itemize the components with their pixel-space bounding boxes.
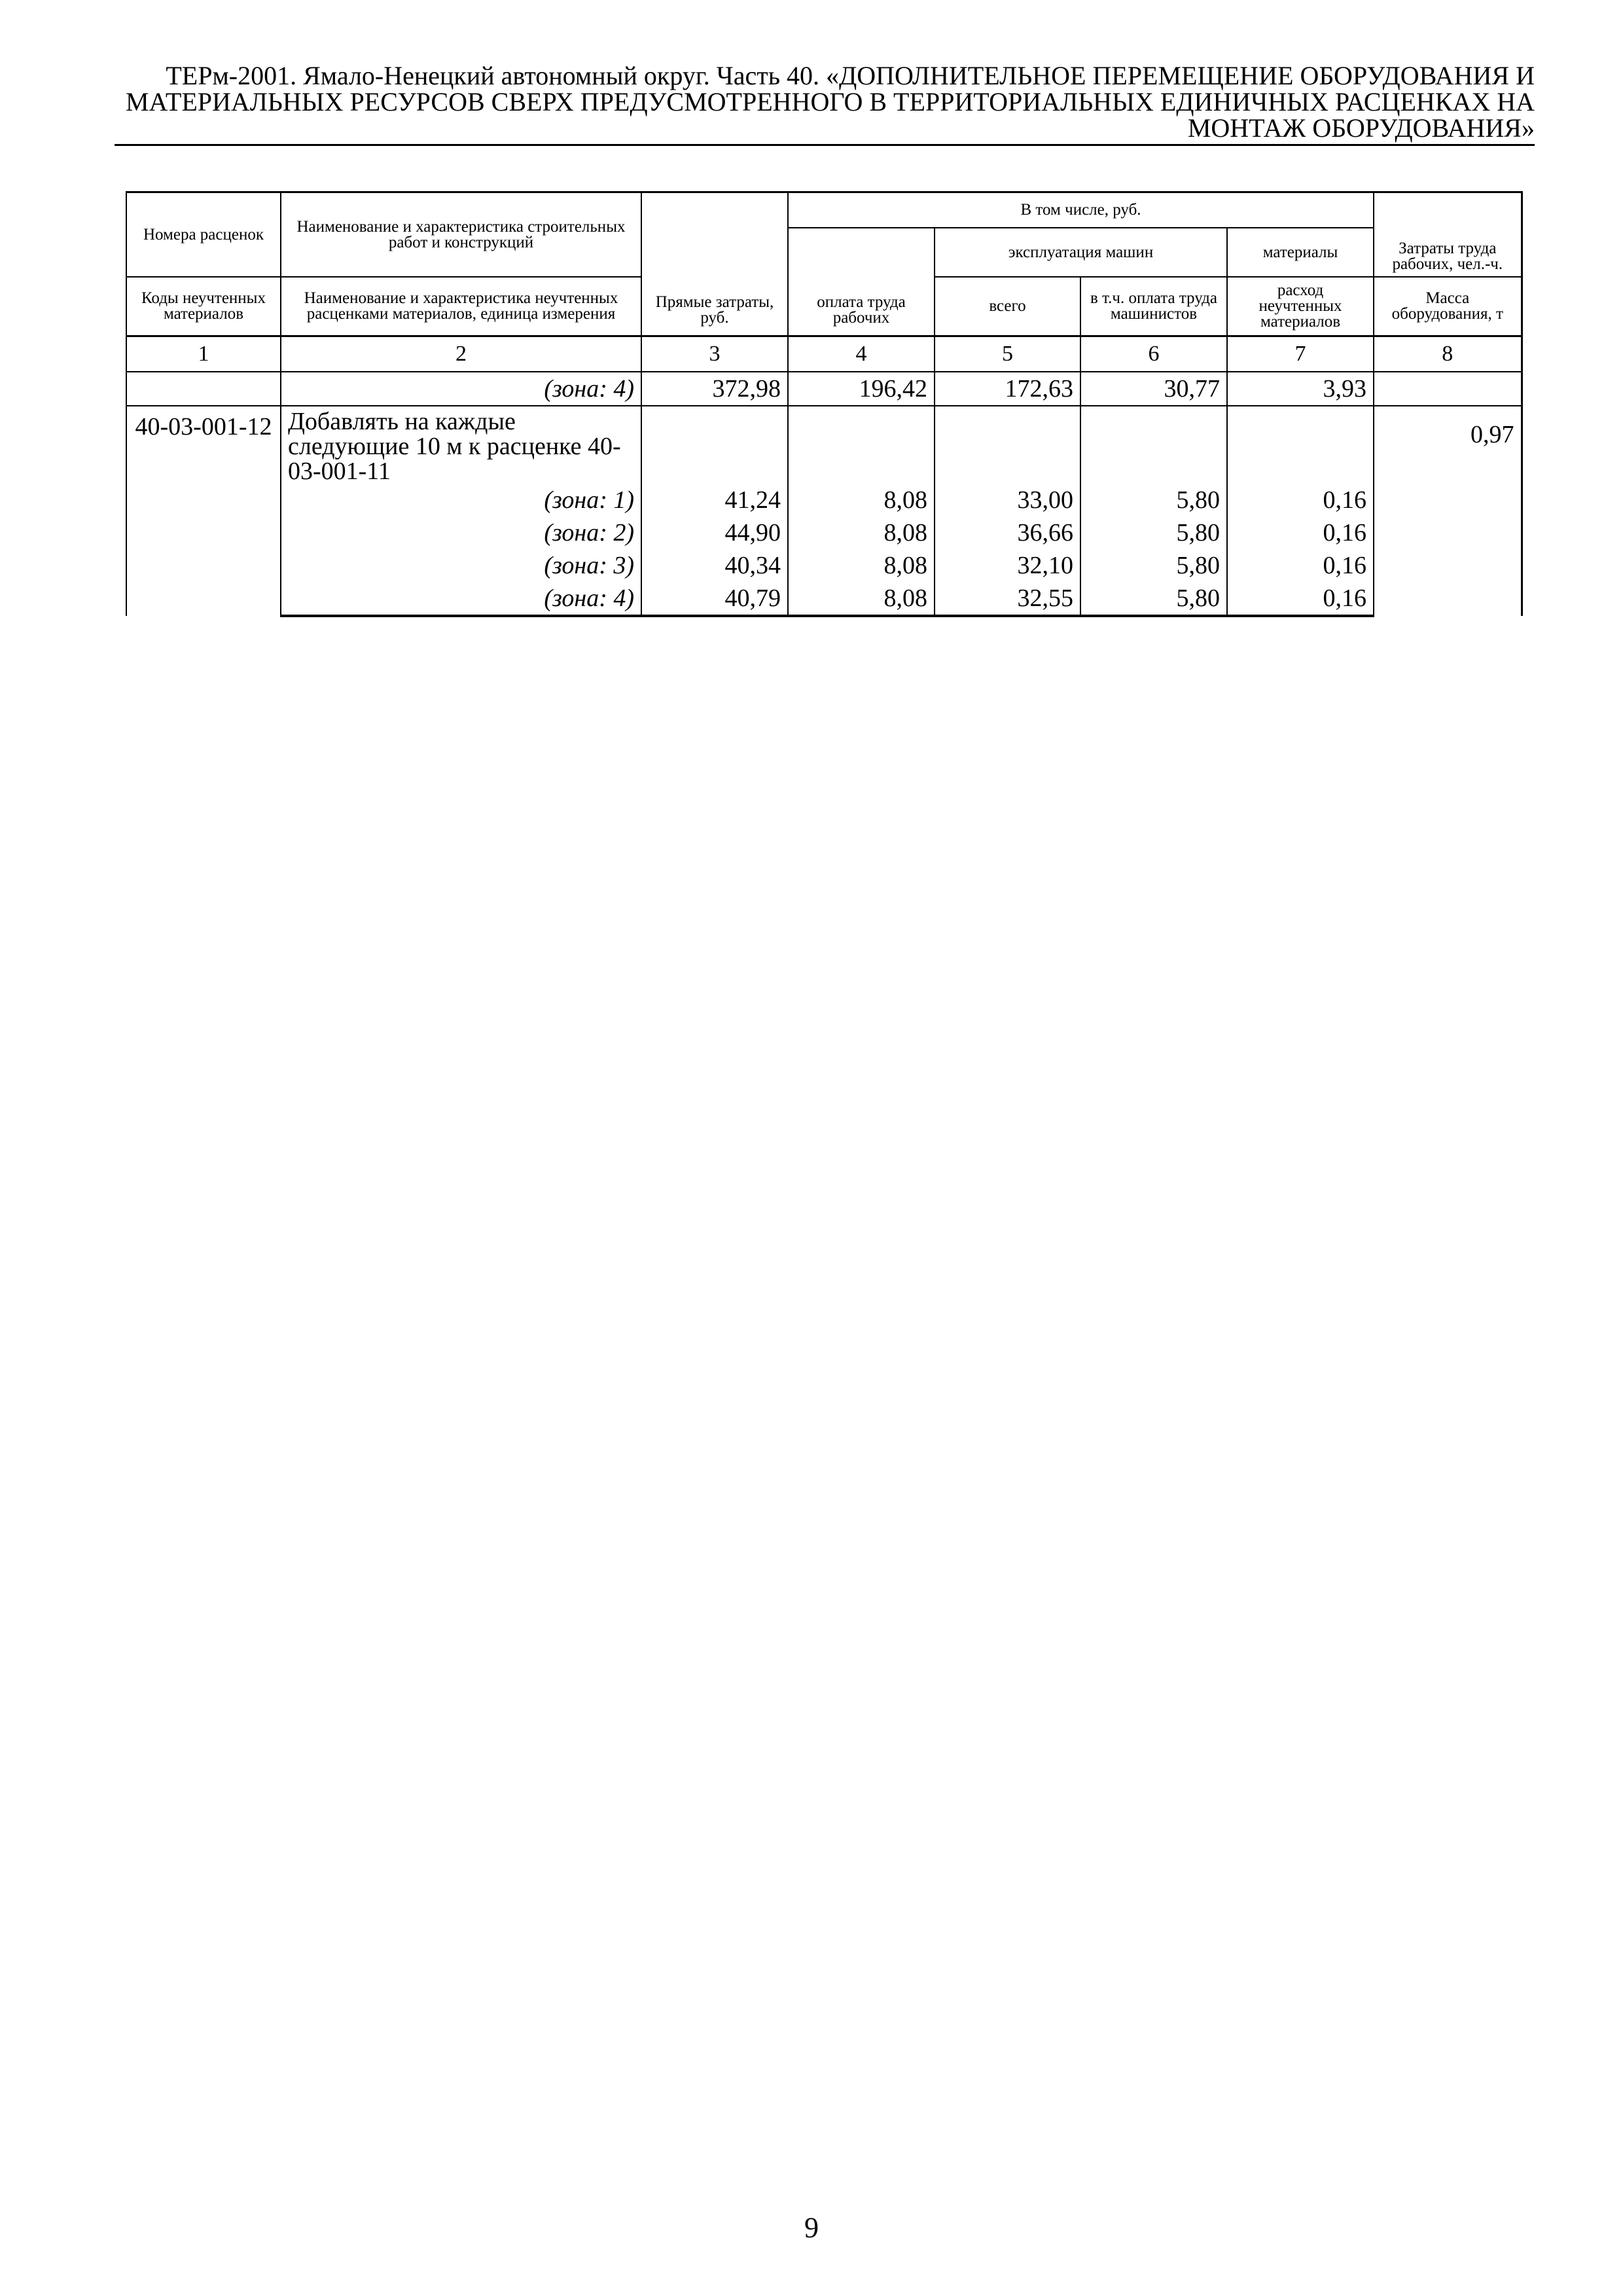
rate-code: 40-03-001-12: [126, 406, 281, 616]
labor-pay: 8,08: [788, 516, 935, 549]
table-row: [126, 406, 1522, 484]
header-rule: [115, 144, 1535, 146]
zone-label: (зона: 4): [281, 582, 641, 616]
empty-cell: [1227, 406, 1374, 484]
page-header: [115, 63, 1535, 141]
labor-pay: 8,08: [788, 582, 935, 616]
empty-cell: [641, 406, 788, 484]
header-ekspl: эксплуатация машин: [935, 228, 1227, 277]
header-line-3: МОНТАЖ ОБОРУДОВАНИЯ»: [1187, 113, 1535, 143]
page-number: 9: [804, 2212, 819, 2244]
header-line-2: МАТЕРИАЛЬНЫХ РЕСУРСОВ СВЕРХ ПРЕДУСМОТРЕННОГО В ТЕРРИТОРИАЛЬНЫХ ЕДИНИЧНЫХ РАСЦЕНКАХ НА: [125, 87, 1535, 117]
header-materialy: материалы: [1227, 228, 1374, 277]
machine-total: 33,00: [935, 484, 1080, 516]
direct-cost: 40,34: [641, 549, 788, 582]
col-number: 7: [1227, 336, 1374, 372]
header-naim-mat: Наименование и характеристика неучтенных расценками материалов, единица измерения: [281, 277, 641, 336]
col-number: 1: [126, 336, 281, 372]
machinist-pay: 30,77: [1080, 372, 1227, 406]
header-kody: Коды неучтенных материалов: [126, 277, 281, 336]
labor-hours: 0,97: [1374, 406, 1522, 616]
header-oplata: оплата труда рабочих: [788, 228, 935, 336]
col-number: 3: [641, 336, 788, 372]
zone-label: (зона: 2): [281, 516, 641, 549]
table-row: [126, 372, 1522, 406]
header-zatraty: Затраты труда рабочих, чел.-ч.: [1374, 192, 1522, 278]
direct-cost: 44,90: [641, 516, 788, 549]
materials-cost: 0,16: [1227, 582, 1374, 616]
empty-cell: [1080, 406, 1227, 484]
empty-cell: [935, 406, 1080, 484]
header-nomera: Номера расценок: [126, 192, 281, 278]
rate-description: Добавлять на каждые следующие 10 м к расценке 40-03-001-11: [281, 406, 641, 484]
zone-label: (зона: 3): [281, 549, 641, 582]
materials-cost: 3,93: [1227, 372, 1374, 406]
machine-total: 36,66: [935, 516, 1080, 549]
header-v-tom-chisle: В том числе, руб.: [788, 192, 1374, 228]
header-naim-rabot: Наименование и характеристика строительных работ и конструкций: [281, 192, 641, 278]
table-row: [126, 549, 1522, 582]
col-number: 5: [935, 336, 1080, 372]
materials-cost: 0,16: [1227, 549, 1374, 582]
labor-pay: 8,08: [788, 549, 935, 582]
header-rashod: расход неучтенных материалов: [1227, 277, 1374, 336]
direct-cost: 372,98: [641, 372, 788, 406]
table-row: [126, 582, 1522, 616]
header-vsego: всего: [935, 277, 1080, 336]
machinist-pay: 5,80: [1080, 549, 1227, 582]
column-numbers-row: [126, 336, 1522, 372]
machinist-pay: 5,80: [1080, 484, 1227, 516]
rates-table: [126, 191, 1523, 617]
machinist-pay: 5,80: [1080, 516, 1227, 549]
labor-pay: 196,42: [788, 372, 935, 406]
machinist-pay: 5,80: [1080, 582, 1227, 616]
materials-cost: 0,16: [1227, 484, 1374, 516]
labor-pay: 8,08: [788, 484, 935, 516]
header-massa: Масса оборудования, т: [1374, 277, 1522, 336]
header-line-1: ТЕРм-2001. Ямало-Ненецкий автономный округ. Часть 40. «ДОПОЛНИТЕЛЬНОЕ ПЕРЕМЕЩЕНИЕ ОБОРУДОВАНИЯ И: [166, 61, 1535, 90]
labor-hours: [1374, 372, 1522, 406]
direct-cost: 41,24: [641, 484, 788, 516]
header-vtch: в т.ч. оплата труда машинистов: [1080, 277, 1227, 336]
code-cell: [126, 372, 281, 406]
col-number: 8: [1374, 336, 1522, 372]
header-pryamye: Прямые затраты, руб.: [641, 192, 788, 336]
direct-cost: 40,79: [641, 582, 788, 616]
zone-label: (зона: 1): [281, 484, 641, 516]
machine-total: 172,63: [935, 372, 1080, 406]
machine-total: 32,55: [935, 582, 1080, 616]
empty-cell: [788, 406, 935, 484]
col-number: 2: [281, 336, 641, 372]
table-row: [126, 516, 1522, 549]
col-number: 6: [1080, 336, 1227, 372]
table-row: [126, 484, 1522, 516]
materials-cost: 0,16: [1227, 516, 1374, 549]
machine-total: 32,10: [935, 549, 1080, 582]
zone-label: (зона: 4): [281, 372, 641, 406]
col-number: 4: [788, 336, 935, 372]
